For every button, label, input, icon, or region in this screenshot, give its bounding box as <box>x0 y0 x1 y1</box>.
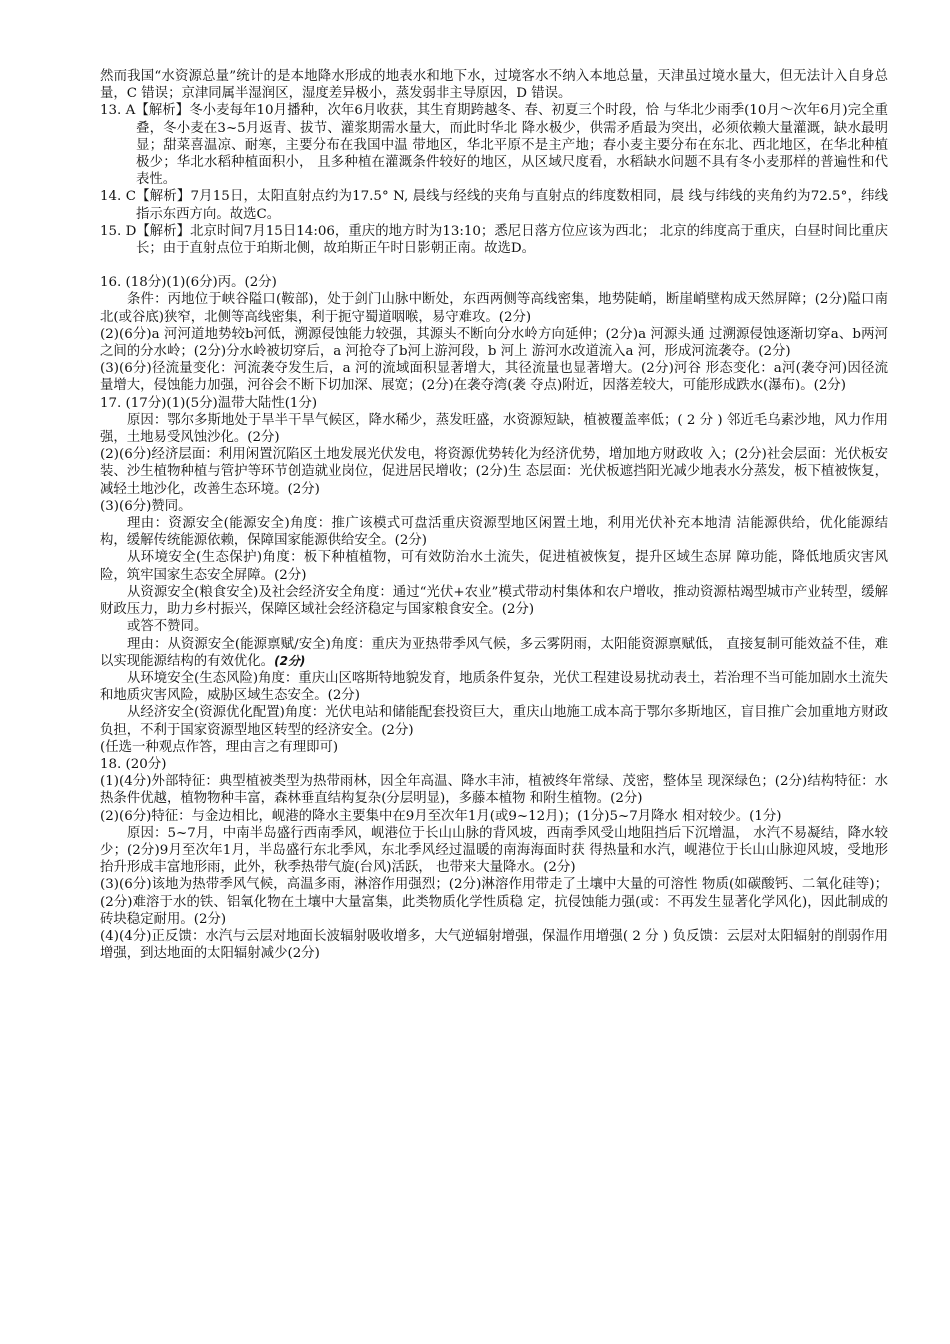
handwritten-score: (2分) <box>274 653 306 668</box>
answer-16-head: 16. (18分)(1)(6分)丙。(2分) <box>100 275 277 291</box>
answer-17-part2: (2)(6分)经济层面：利用闲置沉陷区土地发展光伏发电，将资源优势转化为经济优势，增加地方财政收 入；(2分)社会层面：光伏板安装、沙生植物种植与管护等环节创造就业岗位，促进居民增收；(2分)生 态层面：光伏板遮挡阳光减少地表水分蒸发，板下植被恢复，减轻土地沙化，改善生态环境。(2分) <box>100 447 888 497</box>
answer-16-part3: (3)(6分)径流量变化：河流袭夺发生后，a 河的流域面积显著增大，其径流量也显著增大。(2分)河谷 形态变化：a河(袭夺河)因径流量增大，侵蚀能力加强，河谷会不断下切加深、展宽；(2分)在袭夺湾(袭 夺点)附近，因落差较大，可能形成跌水(瀑布)。(2分) <box>100 361 888 394</box>
answer-17-or: 或答不赞同。 <box>127 619 208 635</box>
answer-17-note: (任选一种观点作答，理由言之有理即可) <box>100 739 339 755</box>
answer-18-part2: (2)(6分)特征：与金边相比，岘港的降水主要集中在9月至次年1月(或9~12月)；(1分)5~7月降水 相对较少。(1分) <box>100 808 782 824</box>
answer-17-part3: (3)(6分)赞同。 <box>100 498 192 514</box>
answer-16-condition: 条件：丙地位于峡谷隘口(鞍部)，处于剑门山脉中断处，东西两侧等高线密集，地势陡峭，断崖峭壁构成天然屏障；(2分)隘口南北(或谷底)狭窄，北侧等高线密集，利于扼守蜀道咽喉，易守难攻。(2分) <box>100 292 888 325</box>
answer-18-head: 18. (20分) <box>100 756 167 772</box>
answer-15: 15. D【解析】北京时间7月15日14:06，重庆的地方时为13:10；悉尼日落方位应该为西北； 北京的纬度高于重庆，白昼时间比重庆长；由于直射点位于珀斯北侧，故珀斯正午时日影朝正南。故选D。 <box>100 223 888 257</box>
answer-14: 14. C【解析】7月15日，太阳直射点约为17.5° N, 晨线与经线的夹角与直射点的纬度数相同，晨 线与纬线的夹角约为72.5°，纬线指示东西方向。故选C。 <box>100 189 888 222</box>
answer-18-reason: 原因：5~7月，中南半岛盛行西南季风，岘港位于长山山脉的背风坡，西南季风受山地阻挡后下沉增温， 水汽不易凝结，降水较少；(2分)9月至次年1月，半岛盛行东北季风，东北季风经过温暖的南海海面时获 得热量和水汽，岘港位于长山山脉迎风坡，受地形抬升形成丰富地形雨，此外，秋季热带气旋(台风)活跃， 也带来大量降水。(2分) <box>100 825 888 876</box>
answer-17-agree-1: 理由：资源安全(能源安全)角度：推广该模式可盘活重庆资源型地区闲置土地，利用光伏补充本地清 洁能源供给，优化能源结构，缓解传统能源依赖，保障国家能源供给安全。(2分) <box>100 516 888 549</box>
answer-16-part2: (2)(6分)a 河河道地势较b河低，溯源侵蚀能力较强，其源头不断向分水岭方向延伸；(2分)a 河源头通 过溯源侵蚀逐渐切穿a、b两河之间的分水岭；(2分)分水岭被切穿后，a 河抢夺了b河上游河段，b 河上 游河水改道流入a 河，形成河流袭夺。(2分) <box>100 326 888 360</box>
answer-17-disagree-3: 从经济安全(资源优化配置)角度：光伏电站和储能配套投资巨大，重庆山地施工成本高于鄂尔多斯地区，盲目推广会加重地方财政负担，不利于国家资源型地区转型的经济安全。(2分) <box>100 705 888 738</box>
answer-17-disagree-1-text: 理由：从资源安全(能源禀赋/安全)角度：重庆为亚热带季风气候，多云雾阴雨，太阳能资源禀赋低， 直接复制可能效益不佳，难以实现能源结构的有效优化。 <box>100 636 888 669</box>
answer-17-disagree-1 <box>100 636 888 670</box>
answer-17-head: 17. (17分)(1)(5分)温带大陆性(1分) <box>100 395 318 411</box>
answer-17-agree-3: 从资源安全(粮食安全)及社会经济安全角度：通过“光伏+农业”模式带动村集体和农户增收，推动资源枯竭型城市产业转型，缓解财政压力，助力乡村振兴，保障区域社会经济稳定与国家粮食安全。(2分) <box>100 584 888 618</box>
answer-17-reason: 原因：鄂尔多斯地处于旱半干旱气候区，降水稀少，蒸发旺盛，水资源短缺，植被覆盖率低；( 2 分 ) 邻近毛乌素沙地，风力作用强，土地易受风蚀沙化。(2分) <box>100 412 888 446</box>
answer-18-part4: (4)(4分)正反馈：水汽与云层对地面长波辐射吸收增多，大气逆辐射增强，保温作用增强( 2 分 ) 负反馈：云层对太阳辐射的削弱作用增强，到达地面的太阳辐射减少(2分) <box>100 928 888 962</box>
answer-page <box>100 68 888 962</box>
answer-18-part3: (3)(6分)该地为热带季风气候，高温多雨，淋溶作用强烈；(2分)淋溶作用带走了土壤中大量的可溶性 物质(如碳酸钙、二氧化硅等)；(2分)难溶于水的铁、铝氧化物在土壤中大量富集，此类物质化学性质稳 定，抗侵蚀能力强(或：不再发生显著化学风化)，因此制成的砖块稳定耐用。(2分) <box>100 877 888 927</box>
answer-17-agree-2: 从环境安全(生态保护)角度：板下种植植物，可有效防治水土流失，促进植被恢复，提升区域生态屏 障功能，降低地质灾害风险，筑牢国家生态安全屏障。(2分) <box>100 550 888 583</box>
intro-paragraph: 然而我国“水资源总量”统计的是本地降水形成的地表水和地下水，过境客水不纳入本地总量，天津虽过境水量大，但无法计入自身总量，C 错误；京津同属半湿润区，湿度差异极小，蒸发弱非主导原因，D 错误。 <box>100 69 888 102</box>
answer-18-part1: (1)(4分)外部特征：典型植被类型为热带雨林，因全年高温、降水丰沛，植被终年常绿、茂密，整体呈 现深绿色；(2分)结构特征：水热条件优越，植物物种丰富，森林垂直结构复杂(分层明显)，多藤本植物 和附生植物。(2分) <box>100 774 888 807</box>
answer-17-disagree-2: 从环境安全(生态风险)角度：重庆山区喀斯特地貌发育，地质条件复杂，光伏工程建设易扰动表土，若治理不当可能加剧水土流失和地质灾害风险，威胁区域生态安全。(2分) <box>100 670 888 704</box>
spacer <box>100 257 888 274</box>
answer-13: 13. A【解析】冬小麦每年10月播种，次年6月收获，其生育期跨越冬、春、初夏三个时段，恰 与华北少雨季(10月～次年6月)完全重叠，冬小麦在3~5月返青、拔节、灌浆期需水量大，而此时华北 降水极少，供需矛盾最为突出，必须依赖大量灌溉，缺水最明显；甜菜喜温凉、耐寒，主要分布在我国中温 带地区，华北平原不是主产地；春小麦主要分布在东北、西北地区，在华北种植极少；华北水稻种植面积小， 且多种植在灌溉条件较好的地区，从区域尺度看，水稻缺水问题不具有冬小麦那样的普遍性和代表性。 <box>100 103 888 188</box>
